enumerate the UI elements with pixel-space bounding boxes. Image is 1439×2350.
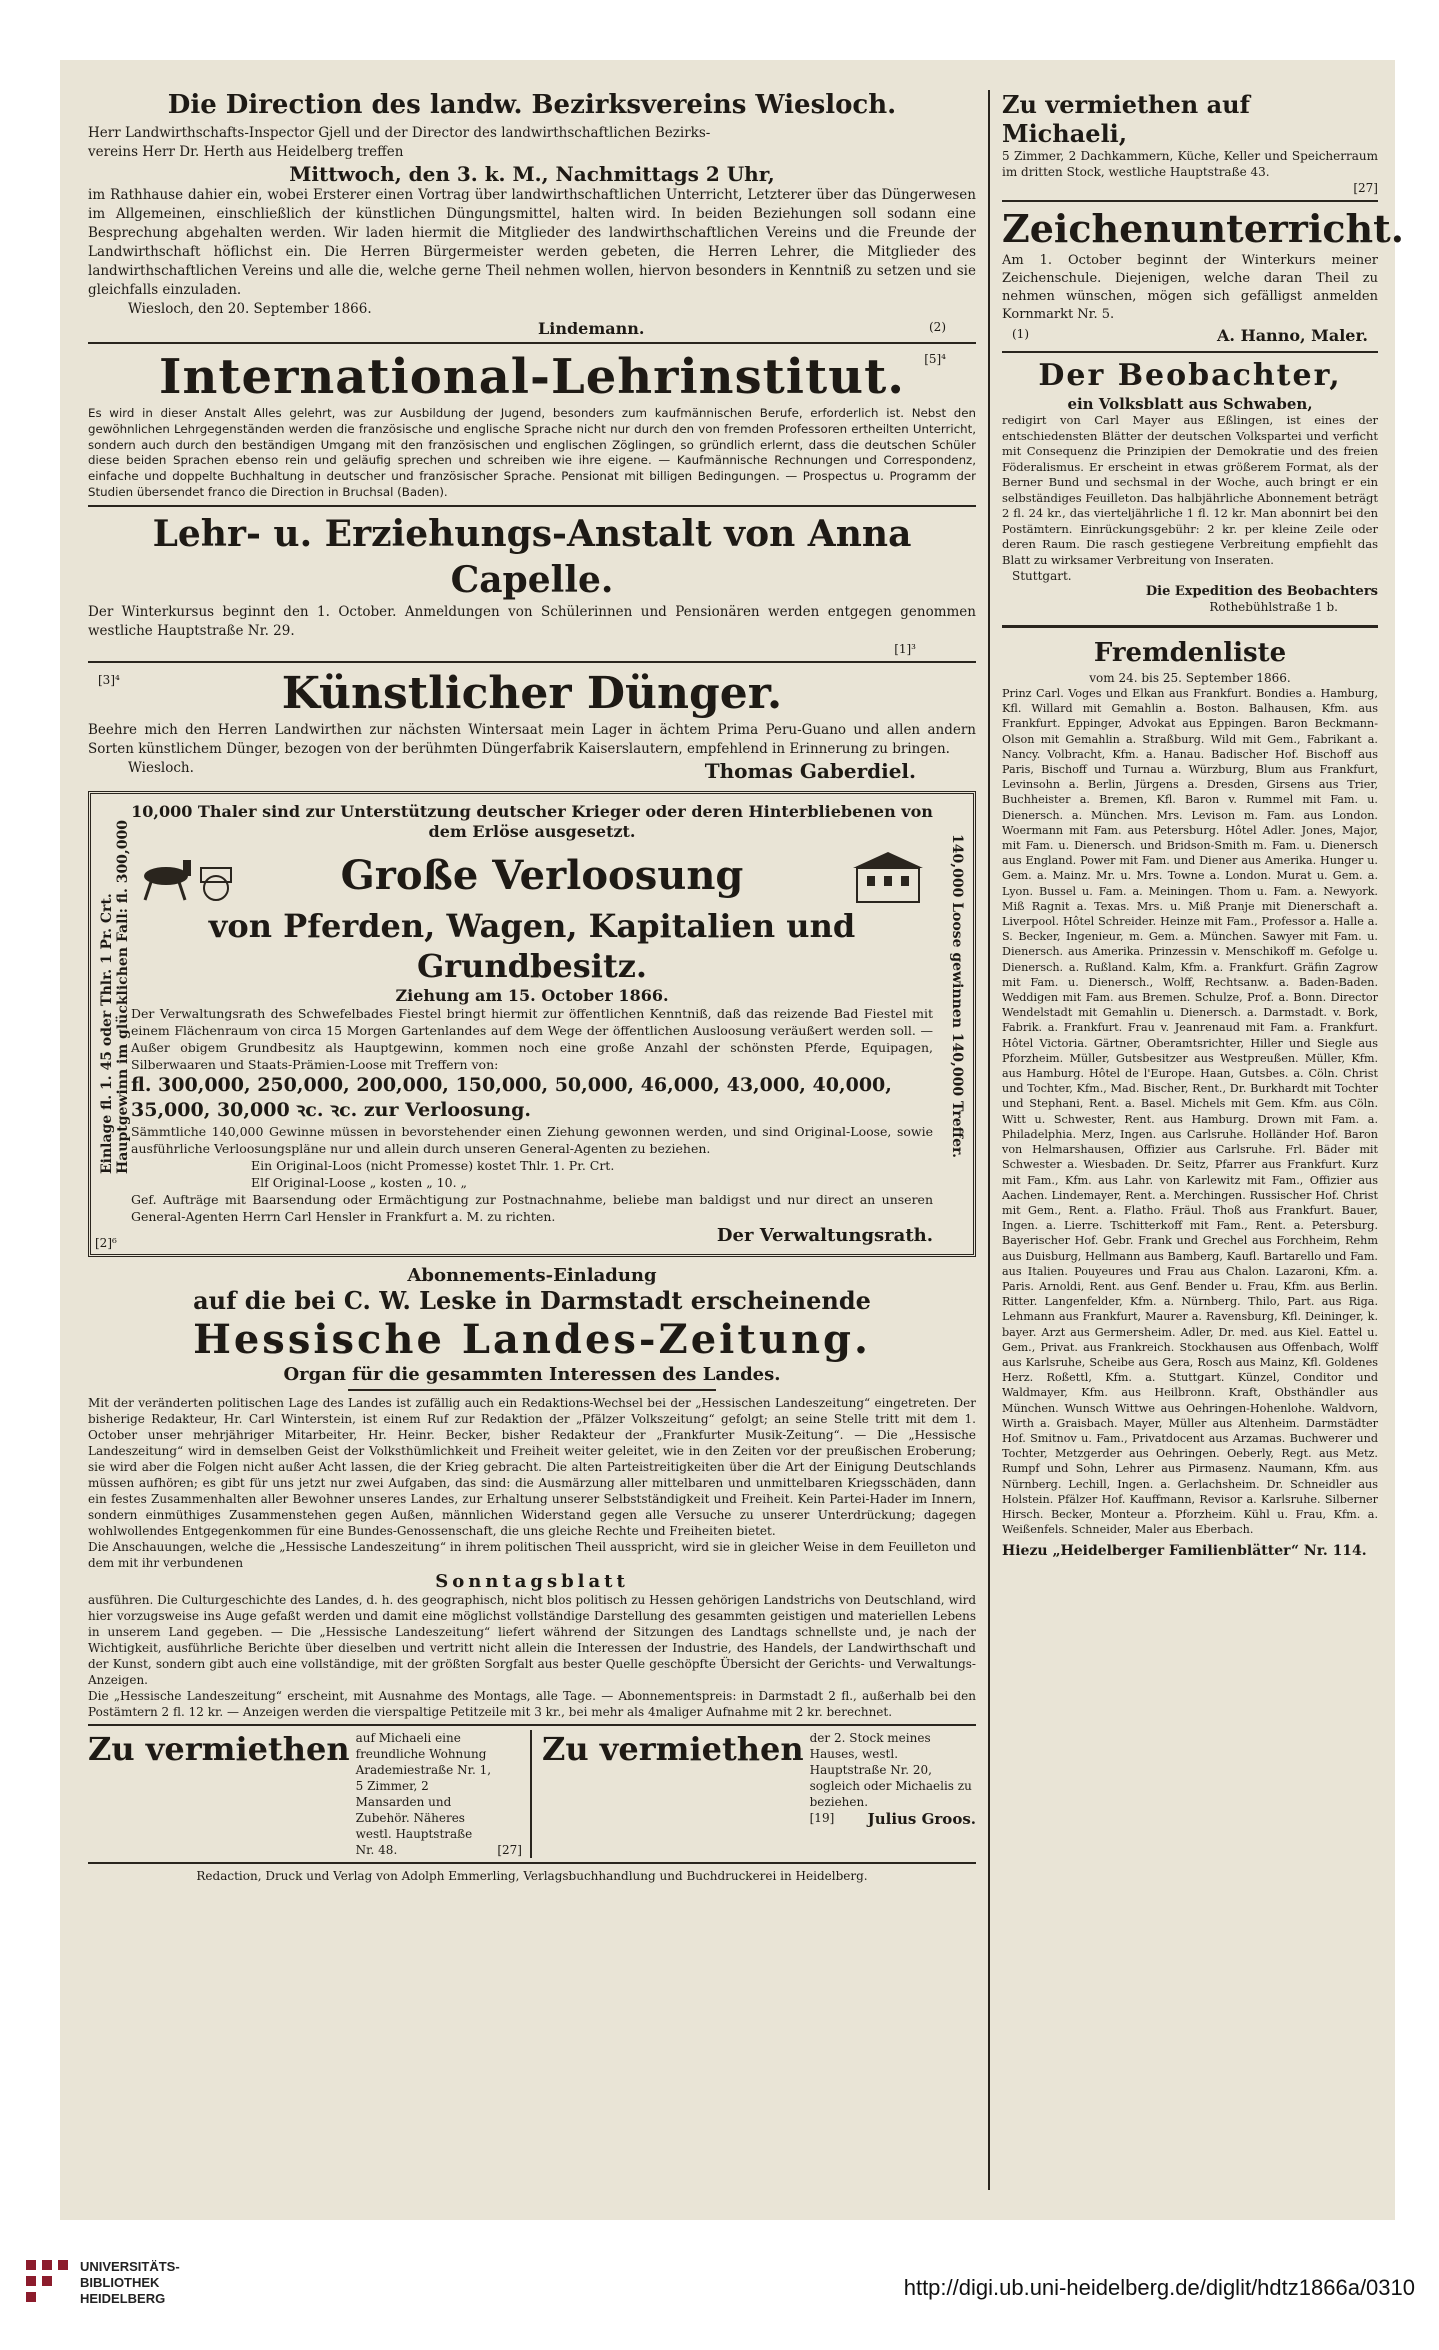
ad-title: International-Lehrinstitut. xyxy=(159,349,905,405)
ad-row-bottom xyxy=(88,1730,976,1858)
horse-carriage-icon xyxy=(131,846,241,906)
ad-text: der 2. Stock meines Hauses, westl. Hauptstraße Nr. 20, sogleich oder Michaelis zu beziehen. xyxy=(809,1730,972,1809)
ad-text: auf Michaeli eine freundliche Wohnung Arademiestraße Nr. 1, 5 Zimmer, 2 Mansarden und Zubehör. Näheres westl. Hauptstraße Nr. 48. xyxy=(355,1730,492,1857)
ad-title: Zeichenunterricht. xyxy=(1002,206,1404,251)
lottery-ad xyxy=(88,791,976,1257)
left-column xyxy=(88,90,976,2190)
divider xyxy=(348,1389,716,1391)
newspaper-page xyxy=(60,60,1404,2220)
divider xyxy=(88,661,976,663)
lottery-top: 10,000 Thaler sind zur Unterstützung deutscher Krieger oder deren Hinterbliebenen von dem Erlöse ausgesetzt. xyxy=(131,801,933,841)
library-name xyxy=(80,2259,180,2307)
fremdenliste-title: Fremdenliste xyxy=(1093,638,1287,668)
lottery-body2: Sämmtliche 140,000 Gewinne müssen in bevorstehender einen Ziehung gewonnen werden, und sind Original-Loose, sowie ausführliche Verloosungspläne nur und allein durch unseren General-Agenten zu beziehen. xyxy=(131,1123,933,1156)
ad-place: Wiesloch, den 20. September 1866. xyxy=(128,301,372,317)
ad-tag: [3]⁴ xyxy=(98,672,120,687)
ad-subtitle: ein Volksblatt aus Schwaben, xyxy=(1067,395,1313,413)
ad-tag: [1]³ xyxy=(894,641,916,656)
ad-signature: Julius Groos. xyxy=(867,1809,976,1828)
ad-lehrinstitut xyxy=(88,348,976,501)
divider xyxy=(1002,200,1378,202)
ad-subtitle: Organ für die gesammten Interessen des Landes. xyxy=(283,1363,781,1385)
library-logo-icon xyxy=(26,2260,68,2302)
ad-title: Lehr- u. Erziehungs-Anstalt von Anna Capelle. xyxy=(152,512,912,601)
lottery-price1: Ein Original-Loos (nicht Promesse) kostet Thlr. 1. Pr. Crt. xyxy=(251,1157,615,1173)
ad-title: Die Direction des landw. Bezirksvereins Wiesloch. xyxy=(167,90,897,120)
lottery-signature: Der Verwaltungsrath. xyxy=(716,1224,933,1246)
divider xyxy=(88,1724,976,1726)
building-icon xyxy=(843,846,933,906)
ad-body: Beehre mich den Herren Landwirthen zur nächsten Wintersaat mein Lager in ächtem Prima Peru-Guano und allen andern Sorten künstlichem Dünger, bezogen von der berühmten Düngerfabrik Kaiserslautern, empfehlend in Erinnerung zu bringen. xyxy=(88,721,976,757)
divider xyxy=(1002,625,1378,628)
lottery-subtitle: von Pferden, Wagen, Kapitalien und Grundbesitz. xyxy=(208,906,856,985)
ad-text: redigirt von Carl Mayer aus Eßlingen, ist eines der entschiedensten Blätter der deutschen Volkspartei und verficht mit Consequenz die Prinzipien der Demokratie und des freien Föderalismus. Er erscheint in etwas größerem Format, als der Berner Bund und sechsmal in der Woche, auch bringt er ein selbständiges Feuilleton. Das halbjährliche Abonnement beträgt 2 fl. 24 kr., das vierteljährliche 1 fl. 12 kr. Man abonnirt bei den Postämtern. Einrückungsgebühr: 2 kr. per kleine Zeile oder deren Raum. Die rasch gestiegene Verbreitung empfiehlt das Blatt zu wirksamer Verbreitung von Inseraten. xyxy=(1002,413,1378,567)
ad-line: auf die bei C. W. Leske in Darmstadt erscheinende xyxy=(193,1285,871,1315)
ad-body: Der Winterkursus beginnt den 1. October. Anmeldungen von Schülerinnen und Pensionären werden entgegen genommen westliche Hauptstraße Nr. 29. xyxy=(88,603,976,639)
divider xyxy=(1002,351,1378,353)
ad-title: Hessische Landes-Zeitung. xyxy=(193,1315,871,1363)
ad-title: Zu vermiethen xyxy=(88,1729,350,1768)
ad-capelle xyxy=(88,511,976,657)
ad-signature: Thomas Gaberdiel. xyxy=(704,758,916,783)
ad-vermiethen-2 xyxy=(542,1730,976,1858)
library-name-line: BIBLIOTHEK xyxy=(80,2275,160,2290)
ad-date: Mittwoch, den 3. k. M., Nachmittags 2 Uhr, xyxy=(289,162,775,186)
ad-body3: ausführen. Die Culturgeschichte des Landes, d. h. des geographisch, nicht blos politisch zu Hessen gehörigen Landstrichs von Deutschland, wird hier vorzugsweise ins Auge gefaßt werden und damit eine möglichst vollständige Darstellung des gesammten geistigen und materiellen Lebens in unserem Land gegeben. — Die „Hessische Landeszeitung“ liefert während der Sitzungen des Landtags schnellste und, je nach der Wichtigkeit, ausführliche Berichte über dieselben und vertritt nicht allein die Interessen der Industrie, des Handels, der Landwirthschaft und der Kunst, sondern gibt auch eine vollständige, mit der größten Sorgfalt aus bester Quelle geschöpfte Übersicht der Gerichts- und Verwaltungs-Anzeigen. xyxy=(88,1592,976,1687)
divider xyxy=(88,1862,976,1864)
ad-title: Zu vermiethen xyxy=(542,1729,804,1768)
ad-line: Herr Landwirthschafts-Inspector Gjell und der Director des landwirthschaftlichen Bezirks- xyxy=(88,125,711,141)
ad-tag: [19] xyxy=(809,1810,835,1825)
ad-signature: Lindemann. xyxy=(538,319,645,338)
ad-sonntagsblatt: Sonntagsblatt xyxy=(435,1570,629,1592)
imprint: Redaction, Druck und Verlag von Adolph Emmerling, Verlagsbuchhandlung und Buchdruckerei in Heidelberg. xyxy=(196,1868,868,1883)
ad-tag: (2) xyxy=(929,320,946,334)
ad-text: 5 Zimmer, 2 Dachkammern, Küche, Keller und Speicherraum im dritten Stock, westliche Hauptstraße 43. xyxy=(1002,149,1378,179)
lottery-tag: [2]⁶ xyxy=(95,1235,117,1250)
divider xyxy=(88,342,976,344)
lottery-draw: Ziehung am 15. October 1866. xyxy=(395,985,669,1005)
lottery-body: Der Verwaltungsrath des Schwefelbades Fiestel bringt hiermit zur öffentlichen Kenntniß, daß das reizende Bad Fiestel mit einem Flächenraum von circa 15 Morgen Gartenlandes auf dem Wege der öffentlichen Ausloosung veräußert werden soll. — Außer obigem Grundbesitz als Hauptgewinn, kommen noch eine große Anzahl der schönsten Pferde, Equipagen, Silberwaaren und Staats-Prämien-Loose mit Treffern von: xyxy=(131,1005,933,1072)
library-name-line: UNIVERSITÄTS- xyxy=(80,2259,180,2274)
ad-signature: Die Expedition des Beobachters xyxy=(1145,584,1378,599)
ad-title: Zu vermiethen auf Michaeli, xyxy=(1002,90,1250,148)
ad-line: vereins Herr Dr. Herth aus Heidelberg treffen xyxy=(88,144,404,160)
ad-bezirksverein xyxy=(88,90,976,338)
ad-body: Es wird in dieser Anstalt Alles gelehrt, was zur Ausbildung der Jugend, besonders zum kaufmännischen Berufe, erforderlich ist. Nebst den gewöhnlichen Lehrgegenständen werden die französische und englische Sprache nicht nur durch den von fremden Professoren ertheilten Unterricht, sondern auch durch den beständigen Umgang mit den französischen und englischen Zöglingen, so gründlich erlernt, dass die deutschen Schüler diese beiden Sprachen ebenso rein und geläufig sprechen und schreiben wie ihre eigene. — Kaufmännische Rechnungen und Correspondenz, einfache und doppelte Buchhaltung in deutscher und französischer Sprache. Pensionat mit billigen Bedingungen. — Prospectus u. Programm der Studien übersendet franco die Direction in Bruchsal (Baden). xyxy=(88,406,976,499)
lottery-body3: Gef. Aufträge mit Baarsendung oder Ermächtigung zur Postnachnahme, beliebe man baldigst und nur direct an unseren General-Agenten Herrn Carl Hensler in Frankfurt a. M. zu richten. xyxy=(131,1191,933,1224)
lottery-right-vertical: 140,000 Loose gewinnen 140,000 Treffer. xyxy=(949,833,965,1158)
ad-body: Mit der veränderten politischen Lage des Landes ist zufällig auch ein Redaktions-Wechsel bei der „Hessischen Landeszeitung“ eingetreten. Der bisherige Redakteur, Hr. Carl Winterstein, ist einem Ruf zur Redaktion der „Pfälzer Volkszeitung“ gefolgt; an seine Stelle tritt mit dem 1. October unser mehrjähriger Mitarbeiter, Hr. Heinr. Becker, bisher Redakteur der „Frankfurter Musik-Zeitung“. — Die „Hessische Landeszeitung“ wird in demselben Geist der Volksthümlichkeit und Freiheit weiter geleitet, wie in den Zeiten vor der preußischen Eroberung; sie wird aber die Folgen nicht außer Acht lassen, die der Krieg gebracht. Die alten Parteistreitigkeiten über die Art der Einigung Deutschlands müssen aufhören; es gibt für uns jetzt nur zwei Aufgaben, das sind: die Ausmärzung aller mittelbaren und unmittelbaren Kriegsschäden, dann ein festes Zusammenhalten aller Bewohner unseres Landes, zur Erhaltung unserer Selbstständigkeit und Freiheit. Kein Partei-Hader im Innern, sondern einmüthiges Zusammenstehen gegen Außen, männlichen Widerstand gegen alle Versuche zu unserer Unterdrückung; dagegen wohlwollendes Entgegenkommen für eine Bundes-Genossenschaft, die uns gleiche Rechte und Freiheiten bietet. xyxy=(88,1395,976,1538)
ad-tag: [27] xyxy=(1353,181,1378,195)
fremdenliste-text: Prinz Carl. Voges und Elkan aus Frankfurt. Bondies a. Hamburg, Kfl. Willard mit Gemahlin a. Boston. Balhausen, Kfm. aus Frankfurt. Eppinger, Advokat aus Eppingen. Baron Beckmann-Olson mit Gemahlin a. Straßburg. Wild mit Gem., Fabrikant a. Nancy. Volbracht, Kfm. a. Hanau. Badischer Hof. Bischoff aus Paris, Bischoff und Turnau a. Würzburg, Blum aus Frankfurt, Levinsohn a. Berlin, Jürgens a. Dresden, Girsens aus Trier, Buchheister a. Bremen, Kfl. Baron v. Rummel mit Fam. u. Dienersch. a. München. Mrs. Levison m. Fam. aus London. Woermann mit Fam. aus Petersburg. Hôtel Adler. Jones, Major, mit Fam. u. Dienersch. und Bridson-Smith m. Fam. u. Dienersch aus England. Power mit Fam. und Diener aus Amerika. Hunger u. Gem. a. Mainz. Mr. u. Mrs. Towne a. London. Murat u. Gem. a. Lyon. Bussel u. Fam. a. Meiningen. Thom u. Fam. a. Newyork. Miß Ragnit a. Texas. Mrs. u. Miß Pranje mit Dienerschaft a. Liverpool. Hôtel Schreider. Heinze mit Fam., Professor a. Halle a. S. Becker, Ingenieur, m. Gem. a. München. Sawyer mit Fam. u. Dienersch. aus Amerika. Prinzessin v. Menschikoff m. Gefolge u. Dienersch. a. Rußland. Kalm, Kfm. a. Frankfurt. Gräfin Zagrow mit Fam. u. Dienersch., Wolff, Rechtsanw. a. Baden-Baden. Weddigen mit Fam. aus Bremen. Schulze, Prof. a. Bonn. Director Wendelstadt mit Gemahlin u. Dienersch. a. Darmstadt. v. Bork, Fabrik. a. Frankfurt. Frau v. Jeanrenaud mit Fam. a. Frankfurt. Hôtel Victoria. Gärtner, Oberamtsrichter, Hiller und Siegle aus Pforzheim. Müller, Gutsbesitzer aus Westpreußen. Müller, Kfm. aus Hamburg. Hôtel de l'Europe. Haan, Gutsbes. a. Cöln. Christ und Tochter, Kfm., Mad. Bischer, Rent., Dr. Burkhardt mit Tochter und Stephani, Rent. a. Basel. Michels mit Gem. Kfm. aus Cöln. Witt u. Schwester, Rent. aus Hamburg. Drown mit Fam. a. Philadelphia. Merz, Ingen. aus Carlsruhe. Holländer Hof. Baron von Helmarshausen, Offizier aus Carlsruhe. Frl. Bäder mit Schwester a. Wiesbaden. Dr. Seitz, Pfarrer aus Frankfurt. Kurz mit Fam., Kfm. aus Lahr. von Karlewitz mit Fam., Offizier aus Aachen. Lindemayer, Rent. a. Merchingen. Russischer Hof. Christ mit Gem., Rent. a. Flatho. Fräul. Thoß aus Frankfurt. Bauer, Ingen. a. Lierre. Tschitterkoff mit Fam., Rent. a. Petersburg. Bayerischer Hof. Gebr. Frank und Grechel aus Forchheim, Rehm aus Duisburg, Hellmann aus Bamberg, Kaufl. Bartarello und Fam. aus Italien. Pouyeures und Frau aus Chalon. Lazaroni, Kfm. a. Paris. Arnoldi, Rent. aus Genf. Bender u. Frau, Kfm. aus Berlin. Ritter. Langenfelder, Kfm. a. Nürnberg. Thilo, Part. aus Riga. Lehmann aus Frankfurt, Maurer a. Ravensburg, Kfl. Deininger, k. bayer. Arzt aus Germersheim. Adler, Dr. med. aus Kiel. Eattel u. Gem., Privat. aus Frankreich. Stockhausen aus Offenbach, Wolff aus Karlsruhe, Scheibe aus Gera, Rosch aus Mainz, Kfl. Goldenes Herz. Roßettl, Kfm. a. Stuttgart. Künzel, Conditor und Waldmayer, Kfm. aus Heilbronn. Kraft, Obsthändler aus München. Wunsch Wittwe aus Oehringen-Hohenlohe. Waldvorn, Wirth a. Graisbach. Mayer, Müller aus Altenheim. Darmstädter Hof. Smitnov u. Fam., Privatdocent aus Arzamas. Buchwerer und Tochter, Metzgerder aus Oehringen. Oeberly, Regt. aus Metz. Rumpf und Sohn, Lehrer aus Pirmasenz. Naumann, Kfm. aus Nürnberg. Lechill, Ingen. a. Gerlachsheim. Dr. Schneidler aus Holstein. Pfälzer Hof. Kauffmann, Revisor a. Karlsruhe. Silberner Hirsch. Becker, Monteur a. Pforzheim. Kühl u. Frau, Kfm. a. Weißenfels. Schneider, Maler aus Eberbach. xyxy=(1002,687,1378,1537)
ad-tag: [27] xyxy=(497,1842,522,1857)
ad-body2: Die Anschauungen, welche die „Hessische Landeszeitung“ in ihrem politischen Theil ausspricht, wird sie in gleicher Weise in dem Feuilleton und dem mit ihr verbundenen xyxy=(88,1539,976,1570)
supplement-note: Hiezu „Heidelberger Familienblätter“ Nr. 114. xyxy=(1002,1543,1367,1560)
library-name-line: HEIDELBERG xyxy=(80,2291,166,2306)
ad-place: Wiesloch. xyxy=(128,759,194,776)
right-column xyxy=(988,90,1404,2190)
ad-body: im Rathhause dahier ein, wobei Ersterer einen Vortrag über landwirthschaftlichen Unterricht, Letzterer über das Düngerwesen im Allgemeinen, einschließlich der künstlichen Düngungsmittel, halten wird. In beiden Beziehungen soll sodann eine Besprechung abgehalten werden. Wir laden hiermit die Mitglieder des landwirthschaftlichen Vereins und die Freunde der Landwirthschaft höflichst ein. Die Herren Bürgermeister werden gebeten, die Herren Lehrer, die Mitglieder des landwirthschaftlichen Vereins und alle die, welche gerne Theil nehmen wollen, hiervon besonders in Kenntniß zu setzen und sie gleichfalls einzuladen. xyxy=(88,187,976,298)
ad-text: Am 1. October beginnt der Winterkurs meiner Zeichenschule. Diejenigen, welche daran Theil zu nehmen wünschen, mögen sich gefälligst anmelden Kornmarkt Nr. 5. xyxy=(1002,253,1378,322)
footer xyxy=(0,2235,1439,2350)
ad-body4: Die „Hessische Landeszeitung“ erscheint, mit Ausnahme des Montags, alle Tage. — Abonnementspreis: in Darmstadt 2 fl., außerhalb bei den Postämtern 2 fl. 12 kr. — Anzeigen werden die vierspaltige Petitzeile mit 3 kr., bei mehr als 4maliger Aufnahme mit 2 kr. berechnet. xyxy=(88,1688,976,1719)
ad-duenger xyxy=(88,667,976,783)
fremdenliste-date: vom 24. bis 25. September 1866. xyxy=(1089,671,1291,685)
lottery-amounts: fl. 300,000, 250,000, 200,000, 150,000, 50,000, 46,000, 43,000, 40,000, 35,000, 30,000 ꝛc. ꝛc. zur Verloosung. xyxy=(131,1073,892,1121)
ad-title: Der Beobachter, xyxy=(1038,358,1342,393)
ad-place: Stuttgart. xyxy=(1012,569,1072,583)
ad-vermiethen-1 xyxy=(88,1730,532,1858)
ad-signature: A. Hanno, Maler. xyxy=(1217,326,1368,345)
lottery-left-vertical: Einlage fl. 1. 45 oder Thlr. 1 Pr. Crt. Hauptgewinn im glücklichen Fall: fl. 300,000 xyxy=(99,819,131,1174)
ad-tag: [5]⁴ xyxy=(924,352,946,366)
ad-title: Künstlicher Dünger. xyxy=(281,667,783,719)
permalink-url[interactable]: http://digi.ub.uni-heidelberg.de/diglit/hdtz1866a/0310 xyxy=(903,2275,1415,2300)
lottery-title: Große Verloosung xyxy=(340,851,744,899)
lottery-price2: Elf Original-Loose „ kosten „ 10. „ xyxy=(251,1174,467,1190)
divider xyxy=(88,505,976,507)
ad-tag: (1) xyxy=(1012,327,1029,341)
ad-landeszeitung xyxy=(88,1265,976,1720)
ad-address: Rothebühlstraße 1 b. xyxy=(1209,600,1338,614)
ad-pre: Abonnements-Einladung xyxy=(407,1264,657,1286)
